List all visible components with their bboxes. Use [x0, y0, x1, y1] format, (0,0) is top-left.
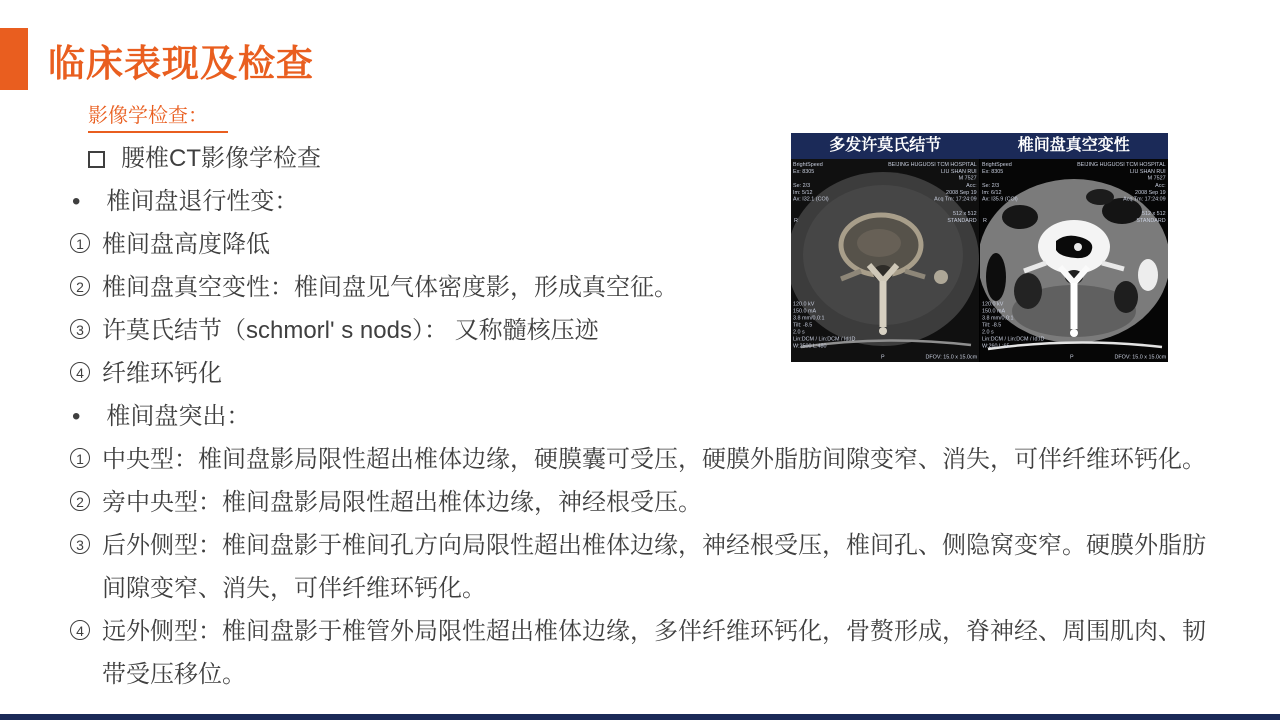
list-item	[70, 481, 1225, 524]
circled-number-icon: 1	[70, 448, 90, 468]
ct-posterior-label: P	[881, 353, 885, 360]
dot-bullet-icon: •	[72, 188, 81, 215]
circled-number-icon: 2	[70, 276, 90, 296]
ct-figure-header	[791, 133, 1168, 159]
ct-figure-body	[791, 159, 1168, 362]
ct-posterior-label: P	[1070, 353, 1074, 360]
list-item-text: 腰椎CT影像学检查	[121, 145, 321, 172]
list-item-text: 椎间盘退行性变：	[106, 188, 299, 215]
bottom-accent-bar	[0, 714, 1280, 720]
list-item-text: 远外侧型：椎间盘影于椎管外局限性超出椎体边缘，多伴纤维环钙化，骨赘形成，脊神经、周围肌肉、韧带受压移位。	[102, 618, 1206, 688]
list-item-text: 许莫氏结节（schmorl' s nods）： 又称髓核压迹	[102, 317, 599, 344]
circled-number-icon: 2	[70, 491, 90, 511]
list-item-text: 椎间盘真空变性：椎间盘见气体密度影，形成真空征。	[102, 274, 678, 301]
circled-number-icon: 1	[70, 233, 90, 253]
dot-bullet-icon: •	[72, 403, 81, 430]
list-item	[70, 438, 1225, 481]
ct-dfov-label: DFOV: 15.0 x 15.0cm	[925, 353, 977, 360]
title-accent-block	[0, 28, 28, 90]
circled-number-icon: 3	[70, 534, 90, 554]
ct-scan-params: 120.0 kV 150.0 mA 3.8 mm/0.0:1 Tilt: -8.5 2.0 s Lin:DCM / Lin:DCM / Id:ID W:260 L:65	[982, 300, 1045, 349]
ct-axial-bone-illustration	[791, 159, 979, 362]
circled-number-icon: 4	[70, 620, 90, 640]
circled-number-icon: 3	[70, 319, 90, 339]
list-item	[70, 395, 1225, 438]
section-subtitle: 影像学检查：	[88, 99, 228, 133]
ct-dfov-label: DFOV: 15.0 x 15.0cm	[1114, 353, 1166, 360]
ct-axial-soft-tissue-illustration	[980, 159, 1168, 362]
ct-orientation-label: R	[983, 217, 987, 223]
page-title: 临床表现及检查	[48, 43, 314, 84]
ct-device-info: BrightSpeed Ex: 8305 Se: 2/3 Im: 5/12 Ax: I32.1 (COl)	[793, 161, 829, 203]
list-item-text: 椎间盘高度降低	[102, 231, 270, 258]
ct-caption-right: 椎间盘真空变性	[1017, 137, 1130, 154]
list-item	[70, 524, 1225, 610]
list-item-text: 后外侧型：椎间盘影于椎间孔方向局限性超出椎体边缘，神经根受压，椎间孔、侧隐窝变窄。硬膜外脂肪间隙变窄、消失，可伴纤维环钙化。	[102, 532, 1206, 602]
ct-orientation-label: R	[794, 217, 798, 223]
ct-figure	[791, 133, 1168, 362]
list-item-text: 中央型：椎间盘影局限性超出椎体边缘，硬膜囊可受压，硬膜外脂肪间隙变窄、消失，可伴纤维环钙化。	[102, 446, 1206, 473]
list-item-text: 纤维环钙化	[102, 360, 222, 387]
list-item-text: 旁中央型：椎间盘影局限性超出椎体边缘，神经根受压。	[102, 489, 702, 516]
ct-scan-params: 120.0 kV 150.0 mA 3.8 mm/0.0:1 Tilt: -8.5 2.0 s Lin:DCM / Lin:DCM / Id:ID W:2500 L:480	[793, 300, 856, 349]
ct-device-info: BrightSpeed Ex: 8305 Se: 2/3 Im: 6/12 Ax: I35.9 (COl)	[982, 161, 1018, 203]
square-bullet-icon	[88, 151, 105, 168]
ct-hospital-info: BEIJING HUGUOSI TCM HOSPITAL LIU SHAN RUI M 7527 Acc: 2008 Sep 19 Acq Tm: 17:24:09 512 x 512 STANDARD	[1077, 161, 1166, 224]
ct-hospital-info: BEIJING HUGUOSI TCM HOSPITAL LIU SHAN RUI M 7527 Acc: 2008 Sep 19 Acq Tm: 17:24:09 512 x 512 STANDARD	[888, 161, 977, 224]
list-item-text: 椎间盘突出：	[106, 403, 251, 430]
ct-image-soft-tissue-window	[979, 159, 1168, 362]
ct-caption-left: 多发许莫氏结节	[829, 137, 942, 154]
ct-image-bone-window	[791, 159, 979, 362]
circled-number-icon: 4	[70, 362, 90, 382]
list-item	[70, 610, 1225, 696]
